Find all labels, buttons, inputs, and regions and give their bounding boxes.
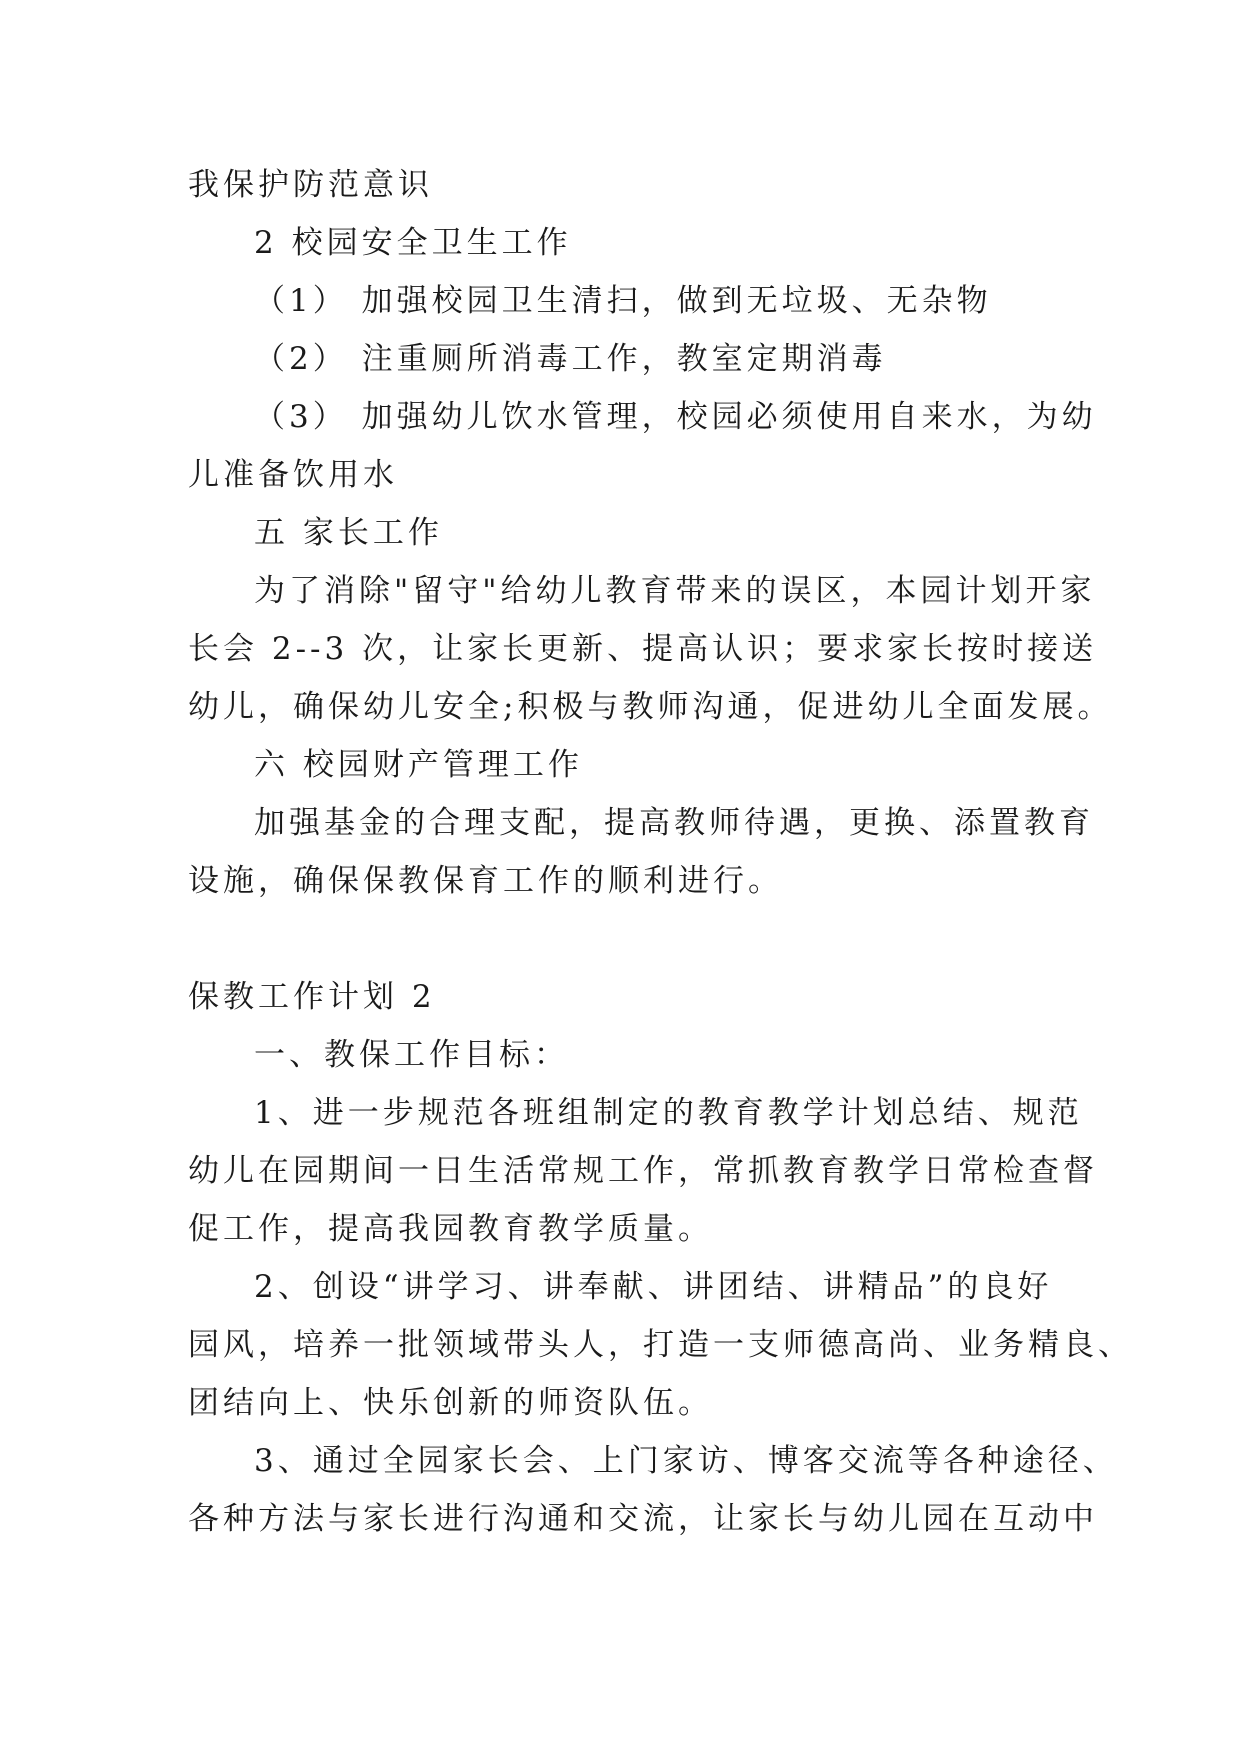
paragraph-line: 设施，确保保教保育工作的顺利进行。: [188, 863, 783, 899]
section-heading: 五 家长工作: [254, 515, 443, 551]
paragraph-line: 促工作，提高我园教育教学质量。: [188, 1211, 713, 1247]
document-body: [188, 156, 1133, 1548]
section-heading: 2 校园安全卫生工作: [254, 225, 572, 261]
paragraph-line: 园风，培养一批领域带头人，打造一支师德高尚、业务精良、: [188, 1327, 1133, 1363]
paragraph-line: 1、进一步规范各班组制定的教育教学计划总结、规范: [254, 1095, 1083, 1131]
list-item: （3） 加强幼儿饮水管理，校园必须使用自来水，为幼: [254, 399, 1097, 435]
paragraph-line: 幼儿，确保幼儿安全;积极与教师沟通，促进幼儿全面发展。: [188, 689, 1113, 725]
section-heading: 六 校园财产管理工作: [254, 747, 583, 783]
paragraph-line: 2、创设“讲学习、讲奉献、讲团结、讲精品”的良好: [254, 1269, 1053, 1305]
list-item: （1） 加强校园卫生清扫，做到无垃圾、无杂物: [254, 283, 992, 319]
section-spacer: [188, 910, 1068, 968]
paragraph-line: 3、通过全园家长会、上门家访、博客交流等各种途径、: [254, 1443, 1118, 1479]
text-line: 儿准备饮用水: [188, 457, 398, 493]
section-heading: 一、教保工作目标：: [254, 1037, 569, 1073]
list-item: （2） 注重厕所消毒工作，教室定期消毒: [254, 341, 887, 377]
text-line: 我保护防范意识: [188, 167, 433, 203]
paragraph-line: 为了消除"留守"给幼儿教育带来的误区，本园计划开家: [254, 573, 1096, 609]
paragraph-line: 各种方法与家长进行沟通和交流，让家长与幼儿园在互动中: [188, 1501, 1098, 1537]
paragraph-line: 长会 2--3 次，让家长更新、提高认识；要求家长按时接送: [188, 631, 1098, 667]
paragraph-line: 加强基金的合理支配，提高教师待遇，更换、添置教育: [254, 805, 1094, 841]
paragraph-line: 团结向上、快乐创新的师资队伍。: [188, 1385, 713, 1421]
section2-title: 保教工作计划 2: [188, 979, 436, 1015]
paragraph-line: 幼儿在园期间一日生活常规工作，常抓教育教学日常检查督: [188, 1153, 1098, 1189]
